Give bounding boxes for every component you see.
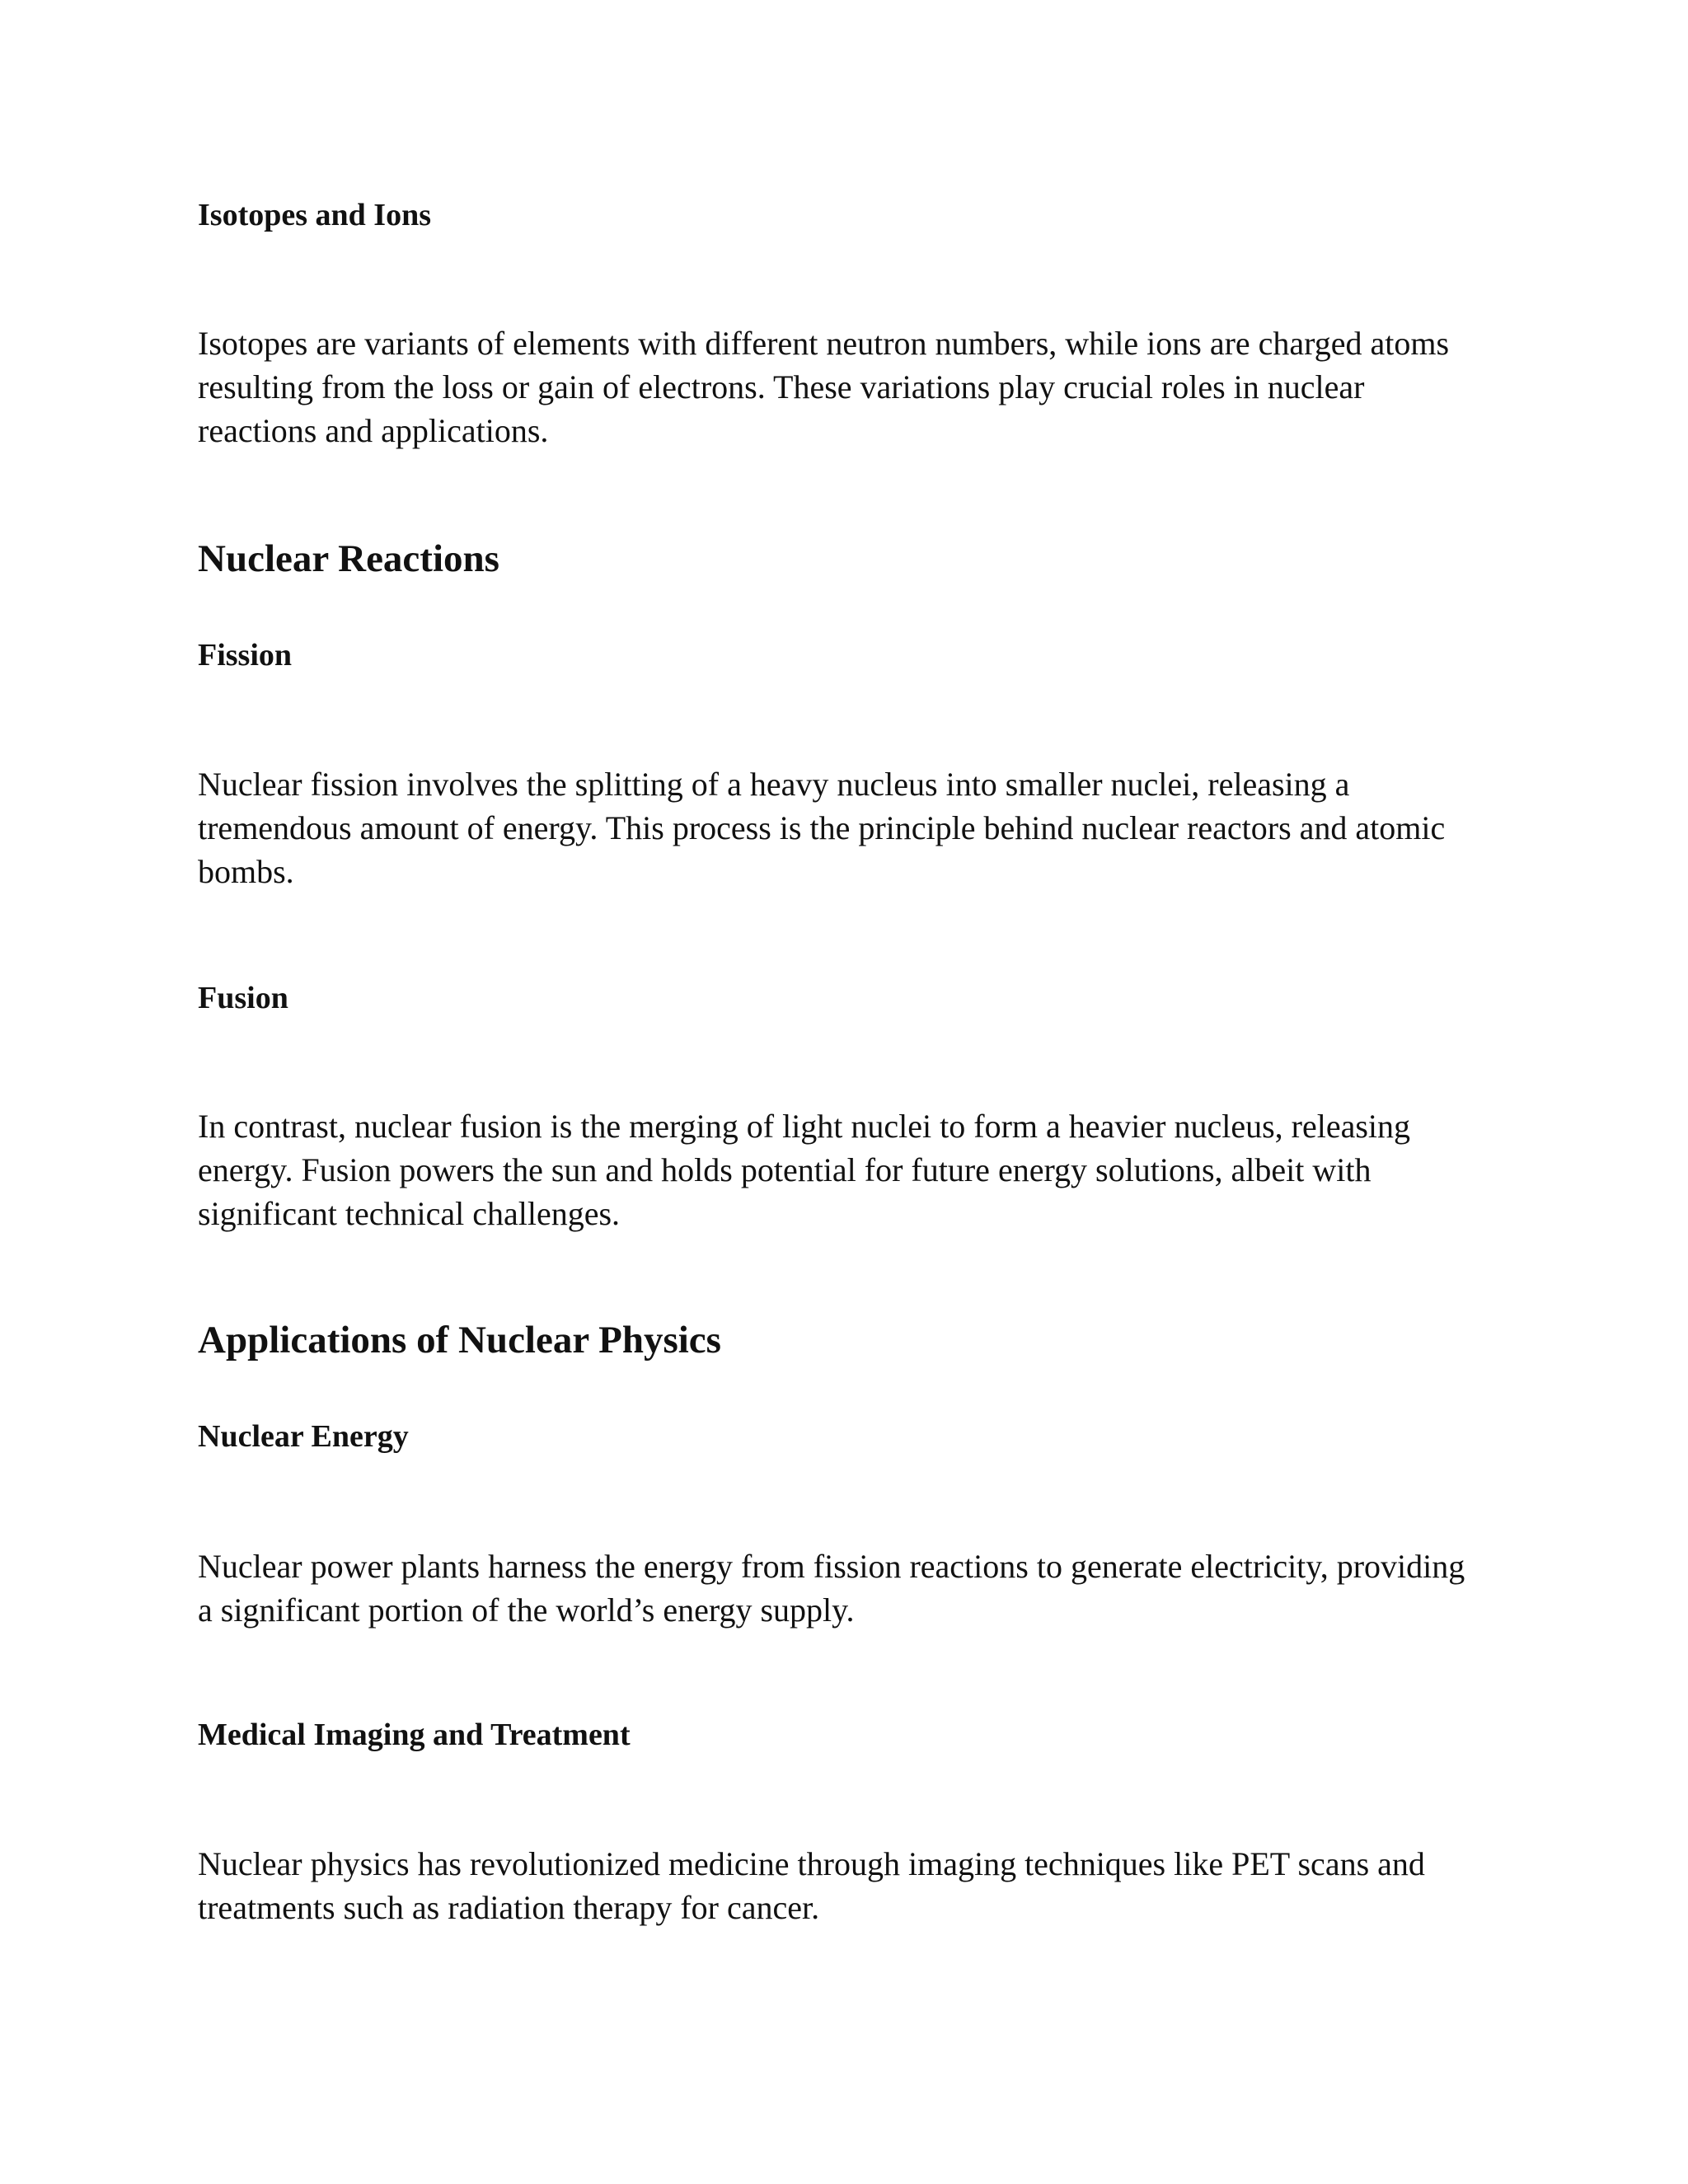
paragraph-nuclear-energy: Nuclear power plants harness the energy from fission reactions to generate electricity, providing a significant portion of the world’s energy supply. bbox=[198, 1548, 1465, 1629]
heading-nuclear-energy: Nuclear Energy bbox=[198, 1419, 409, 1454]
heading-medical-imaging: Medical Imaging and Treatment bbox=[198, 1718, 631, 1752]
heading-fission: Fission bbox=[198, 638, 293, 673]
paragraph-isotopes-and-ions: Isotopes are variants of elements with different neutron numbers, while ions are charged atoms resulting from the loss or gain of electrons. These variations play crucial roles in nuclear reactions and applications. bbox=[198, 325, 1450, 449]
paragraph-fission: Nuclear fission involves the splitting of a heavy nucleus into smaller nuclei, releasing a tremendous amount of energy. This process is the principle behind nuclear reactors and atomic bombs. bbox=[198, 766, 1446, 890]
section-title-applications: Applications of Nuclear Physics bbox=[198, 1319, 721, 1361]
section-title-nuclear-reactions: Nuclear Reactions bbox=[198, 537, 499, 580]
heading-fusion: Fusion bbox=[198, 981, 288, 1015]
paragraph-fusion: In contrast, nuclear fusion is the merging of light nuclei to form a heavier nucleus, releasing energy. Fusion powers the sun and holds potential for future energy solutions, albeit with significant technical challenges. bbox=[198, 1108, 1411, 1232]
heading-isotopes-and-ions: Isotopes and Ions bbox=[198, 198, 431, 232]
document-page bbox=[198, 0, 1484, 2184]
paragraph-medical-imaging: Nuclear physics has revolutionized medicine through imaging techniques like PET scans and treatments such as radiation therapy for cancer. bbox=[198, 1845, 1425, 1926]
